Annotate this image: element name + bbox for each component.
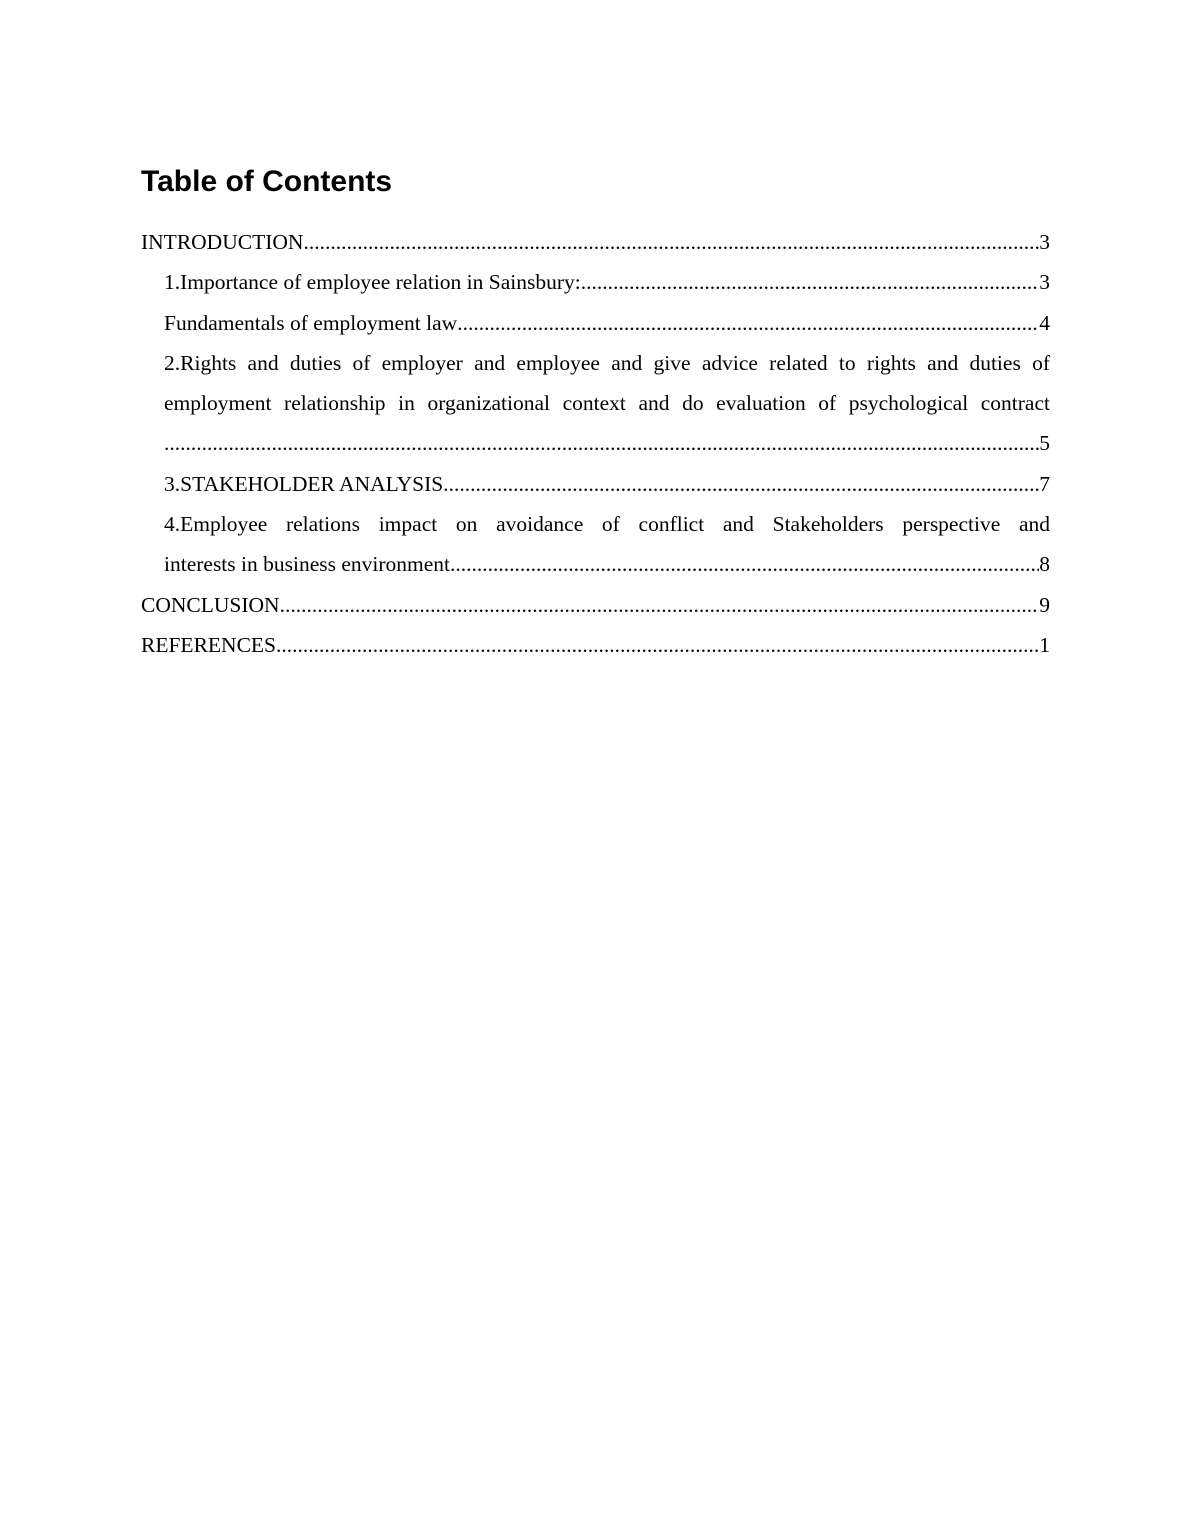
toc-entry-line (141, 222, 1050, 262)
toc-page-number: 4 (1039, 310, 1050, 335)
toc-entry-stakeholder-analysis[interactable] (164, 464, 1050, 504)
toc-page-number: 5 (1039, 431, 1050, 456)
toc-entry-importance-employee-relation[interactable] (164, 262, 1050, 302)
dot-leader (280, 585, 1040, 625)
dot-leader (164, 423, 1039, 463)
toc-entry-line (164, 464, 1050, 504)
toc-entry-text: interests in business environment (164, 552, 451, 577)
toc-entry-conclusion[interactable] (141, 585, 1050, 625)
toc-page-number: 9 (1039, 592, 1050, 617)
toc-entry-text: CONCLUSION (141, 592, 280, 617)
toc-entry-wrapped-line: employment relationship in organizational context and do evaluation of psychological contract (164, 391, 1050, 416)
toc-list (141, 222, 1050, 665)
toc-entry-text: REFERENCES (141, 632, 276, 657)
toc-page-number: 3 (1039, 270, 1050, 295)
toc-entry-line (164, 544, 1050, 584)
dot-leader (581, 262, 1040, 302)
toc-entry-text: INTRODUCTION (141, 230, 304, 254)
toc-entry-employee-relations-impact[interactable] (164, 504, 1050, 585)
dot-leader (276, 625, 1039, 665)
toc-page-number: 3 (1039, 230, 1050, 254)
dot-leader (457, 303, 1039, 343)
dot-leader (303, 222, 1039, 262)
toc-entry-references[interactable] (141, 625, 1050, 665)
toc-entry-wrapped-line: 4.Employee relations impact on avoidance of conflict and Stakeholders perspective and (164, 512, 1050, 537)
toc-entry-text: 3.STAKEHOLDER ANALYSIS (164, 471, 444, 496)
toc-entry-text: 1.Importance of employee relation in Sainsbury: (164, 270, 581, 295)
toc-entry-wrapped-line: 2.Rights and duties of employer and employee and give advice related to rights and duties of (164, 350, 1050, 375)
toc-entry-line (164, 423, 1050, 463)
dot-leader (443, 464, 1039, 504)
toc-entry-fundamentals-employment-law[interactable] (164, 303, 1050, 343)
toc-entry-text: Fundamentals of employment law (164, 310, 458, 335)
toc-entry-line (141, 625, 1050, 665)
dot-leader (450, 544, 1039, 584)
toc-page-number: 1 (1039, 632, 1050, 657)
toc-entry-line (164, 262, 1050, 302)
toc-entry-rights-and-duties[interactable] (164, 343, 1050, 464)
toc-entry-introduction[interactable] (141, 222, 1050, 262)
toc-heading: Table of Contents (141, 165, 393, 198)
toc-page-number: 7 (1039, 471, 1050, 496)
toc-entry-line (141, 585, 1050, 625)
toc-page-number: 8 (1039, 552, 1050, 577)
toc-entry-line (164, 303, 1050, 343)
